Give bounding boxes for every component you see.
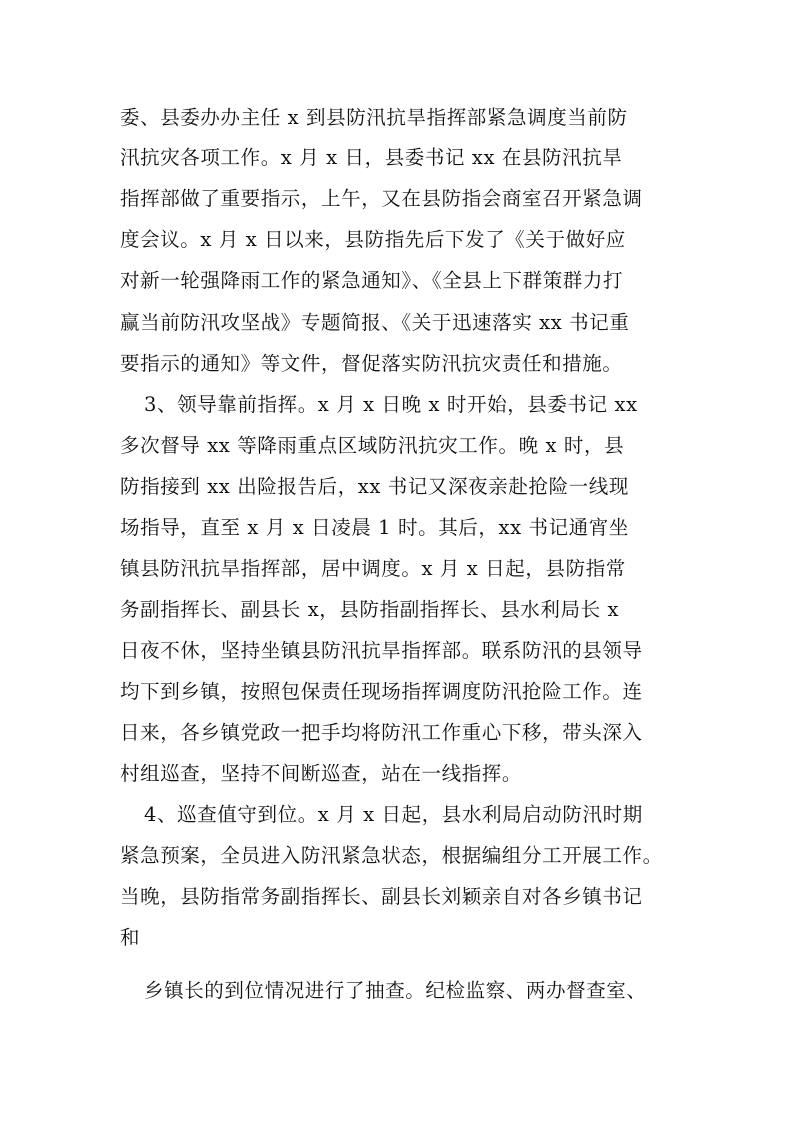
paragraph-line: 紧急预案，全员进入防汛紧急状态，根据编组分工开展工作。: [120, 844, 663, 867]
paragraph-line: 和: [120, 926, 141, 949]
paragraph-line: 务副指挥长、副县长 x，县防指副指挥长、县水利局长 x: [120, 598, 620, 621]
paragraph-line: 场指导，直至 x 月 x 日凌晨 1 时。其后，xx 书记通宵坐: [120, 516, 629, 539]
paragraph-line: 镇县防汛抗旱指挥部，居中调度。x 月 x 日起，县防指常: [120, 557, 626, 580]
paragraph-line: 日夜不休，坚持坐镇县防汛抗旱指挥部。联系防汛的县领导: [120, 639, 643, 662]
paragraph-line: 指挥部做了重要指示，上午，又在县防指会商室召开紧急调: [120, 187, 643, 210]
section-heading-line: 3、领导靠前指挥。x 月 x 日晚 x 时开始，县委书记 xx: [144, 393, 638, 416]
paragraph-line: 委、县委办办主任 x 到县防汛抗旱指挥部紧急调度当前防: [120, 106, 628, 129]
paragraph-line: 防指接到 xx 出险报告后，xx 书记又深夜亲赴抢险一线现: [120, 475, 629, 498]
paragraph-line: 均下到乡镇，按照包保责任现场指挥调度防汛抢险工作。连: [120, 680, 643, 703]
paragraph-line: 乡镇长的到位情况进行了抽查。纪检监察、两办督查室、: [144, 979, 647, 1002]
paragraph-line: 当晚，县防指常务副指挥长、副县长刘颖亲自对各乡镇书记: [120, 885, 643, 908]
paragraph-line: 多次督导 xx 等降雨重点区域防汛抗灾工作。晚 x 时，县: [120, 434, 625, 457]
paragraph-line: 赢当前防汛攻坚战》专题简报、《关于迅速落实 xx 书记重: [120, 311, 630, 334]
paragraph-line: 汛抗灾各项工作。x 月 x 日，县委书记 xx 在县防汛抗旱: [120, 146, 623, 169]
paragraph-line: 对新一轮强降雨工作的紧急通知》、《全县上下群策群力打: [120, 269, 624, 292]
section-heading-line: 4、巡查值守到位。x 月 x 日起，县水利局启动防汛时期: [144, 803, 643, 826]
paragraph-line: 日来，各乡镇党政一把手均将防汛工作重心下移，带头深入: [120, 721, 643, 744]
paragraph-line: 要指示的通知》等文件，督促落实防汛抗灾责任和措施。: [120, 352, 623, 375]
paragraph-line: 村组巡查，坚持不间断巡查，站在一线指挥。: [120, 762, 523, 785]
paragraph-line: 度会议。x 月 x 日以来，县防指先后下发了《关于做好应: [120, 228, 626, 251]
